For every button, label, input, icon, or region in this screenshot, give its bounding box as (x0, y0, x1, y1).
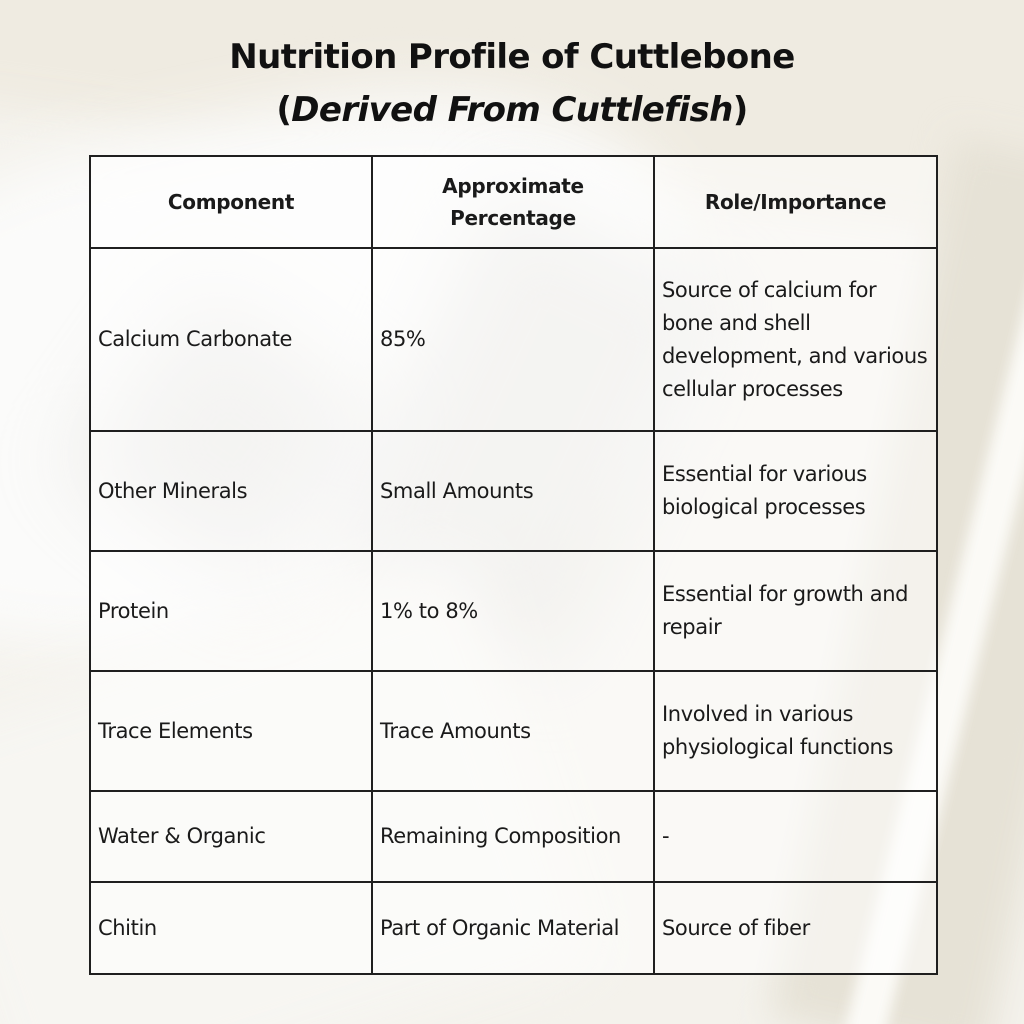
header-role: Role/Importance (654, 156, 937, 248)
header-component: Component (90, 156, 372, 248)
cell-component: Trace Elements (90, 671, 372, 791)
cell-percentage: 1% to 8% (372, 551, 654, 671)
cell-percentage: Trace Amounts (372, 671, 654, 791)
page-title: Nutrition Profile of Cuttlebone (229, 37, 795, 77)
table-header-row (90, 156, 937, 248)
table-row (90, 551, 937, 671)
cell-component: Calcium Carbonate (90, 248, 372, 431)
cell-role: Essential for growth and repair (654, 551, 937, 671)
page-subtitle: (Derived From Cuttlefish) (276, 90, 748, 130)
cell-component: Water & Organic (90, 791, 372, 882)
cell-role: Involved in various physiological functions (654, 671, 937, 791)
cell-percentage: Remaining Composition (372, 791, 654, 882)
cell-component: Other Minerals (90, 431, 372, 551)
cell-role: Source of calcium for bone and shell development, and various cellular processes (654, 248, 937, 431)
table-row (90, 671, 937, 791)
cell-component: Chitin (90, 882, 372, 974)
cell-component: Protein (90, 551, 372, 671)
cell-role: Source of fiber (654, 882, 937, 974)
header-percentage: Approximate Percentage (372, 156, 654, 248)
cell-percentage: Part of Organic Material (372, 882, 654, 974)
cell-percentage: Small Amounts (372, 431, 654, 551)
subtitle-italic: Derived From Cuttlefish (291, 90, 733, 130)
table-row (90, 248, 937, 431)
cell-role: - (654, 791, 937, 882)
cell-role: Essential for various biological processes (654, 431, 937, 551)
table-row (90, 791, 937, 882)
nutrition-table (89, 155, 938, 975)
table-row (90, 882, 937, 974)
cell-percentage: 85% (372, 248, 654, 431)
table-row (90, 431, 937, 551)
